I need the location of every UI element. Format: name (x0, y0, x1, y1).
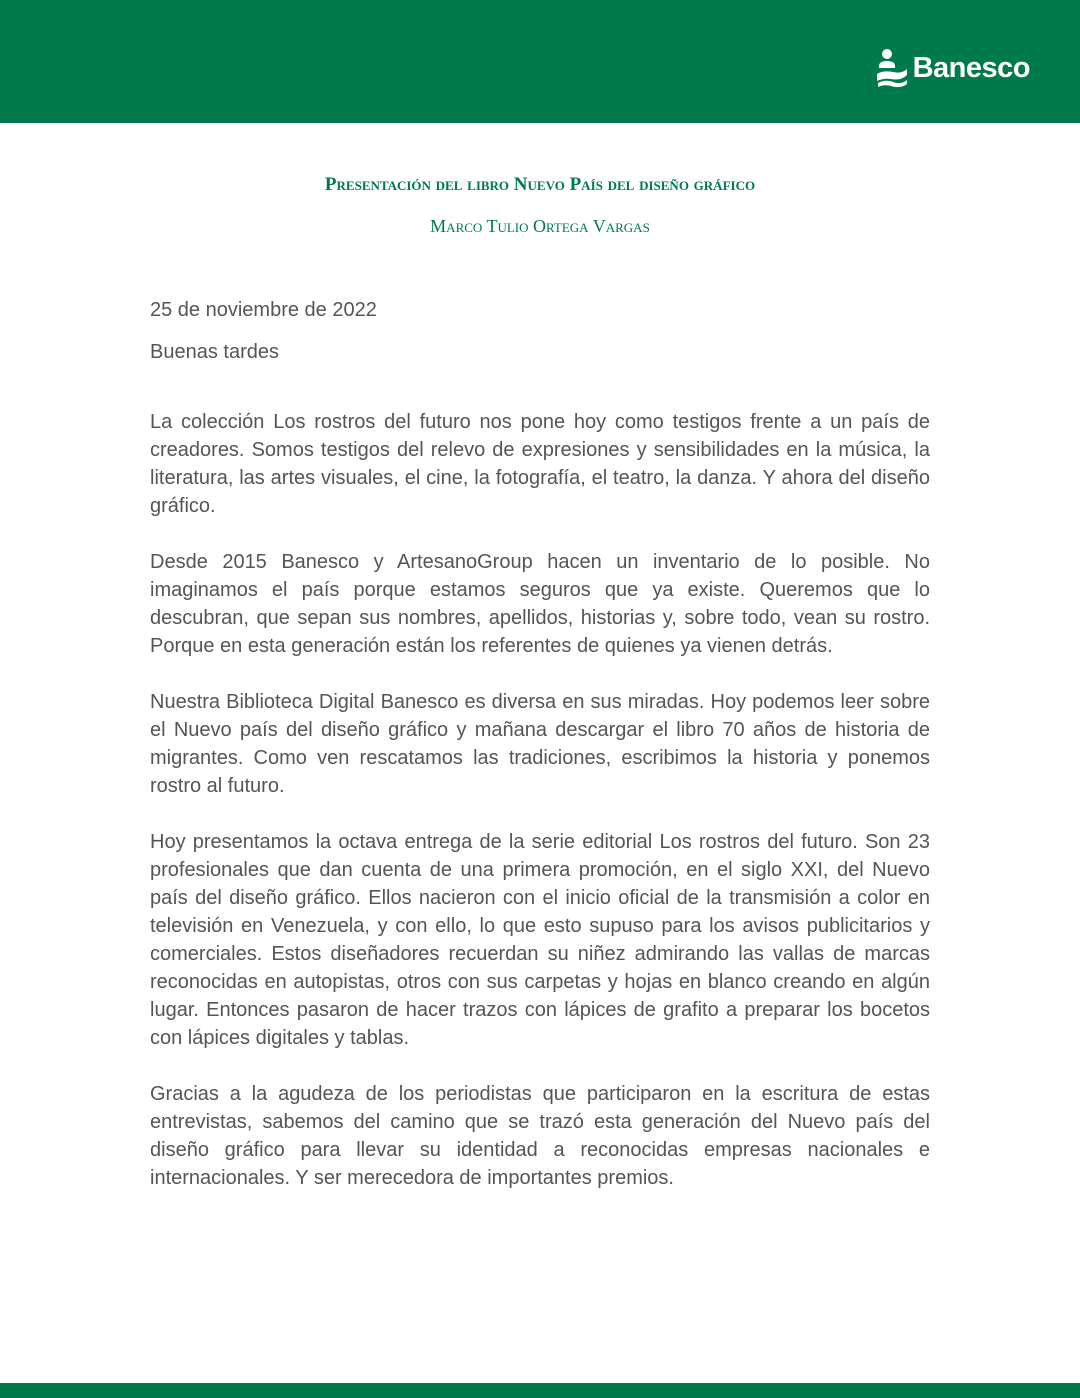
page-footer-bar (0, 1383, 1080, 1398)
banesco-figure-icon (875, 48, 909, 88)
document-author: Marco Tulio Ortega Vargas (430, 216, 650, 236)
banesco-logo (875, 46, 1030, 90)
paragraph: La colección Los rostros del futuro nos pone hoy como testigos frente a un país de creadores. Somos testigos del relevo de expresiones y sensibilidades en la música, la literatura, las artes visuales, el cine, la fotografía, el teatro, la danza. Y ahora del diseño gráfico. (150, 411, 930, 517)
document-title: Presentación del libro Nuevo País del diseño gráfico (324, 174, 756, 195)
paragraph: Nuestra Biblioteca Digital Banesco es diversa en sus miradas. Hoy podemos leer sobre el Nuevo país del diseño gráfico y mañana descargar el libro 70 años de historia de migrantes. Como ven rescatamos las tradiciones, escribimos la historia y ponemos rostro al futuro. (150, 691, 930, 797)
brand-name: Banesco (912, 51, 1030, 84)
document-body (150, 296, 930, 1220)
document-date: 25 de noviembre de 2022 (150, 299, 377, 321)
paragraph: Hoy presentamos la octava entrega de la serie editorial Los rostros del futuro. Son 23 profesionales que dan cuenta de una primera promoción, en el siglo XXI, del Nuevo país del diseño gráfico. Ellos nacieron con el inicio oficial de la transmisión a color en televisión en Venezuela, y con ello, lo que esto supuso para los avisos publicitarios y comerciales. Estos diseñadores recuerdan su niñez admirando las vallas de marcas reconocidas en autopistas, otros con sus carpetas y hojas en blanco creando en algún lugar. Entonces pasaron de hacer trazos con lápices de grafito a preparar los bocetos con lápices digitales y tablas. (150, 831, 930, 1049)
page-header (0, 0, 1080, 123)
paragraph: Gracias a la agudeza de los periodistas que participaron en la escritura de estas entrevistas, sabemos del camino que se trazó esta generación del Nuevo país del diseño gráfico para llevar su identidad a reconocidas empresas nacionales e internacionales. Y ser merecedora de importantes premios. (150, 1083, 930, 1189)
paragraph: Desde 2015 Banesco y ArtesanoGroup hacen un inventario de lo posible. No imaginamos el país porque estamos seguros que ya existe. Queremos que lo descubran, que sepan sus nombres, apellidos, historias y, sobre todo, vean su rostro. Porque en esta generación están los referentes de quienes ya vienen detrás. (150, 551, 930, 657)
greeting: Buenas tardes (150, 341, 279, 363)
